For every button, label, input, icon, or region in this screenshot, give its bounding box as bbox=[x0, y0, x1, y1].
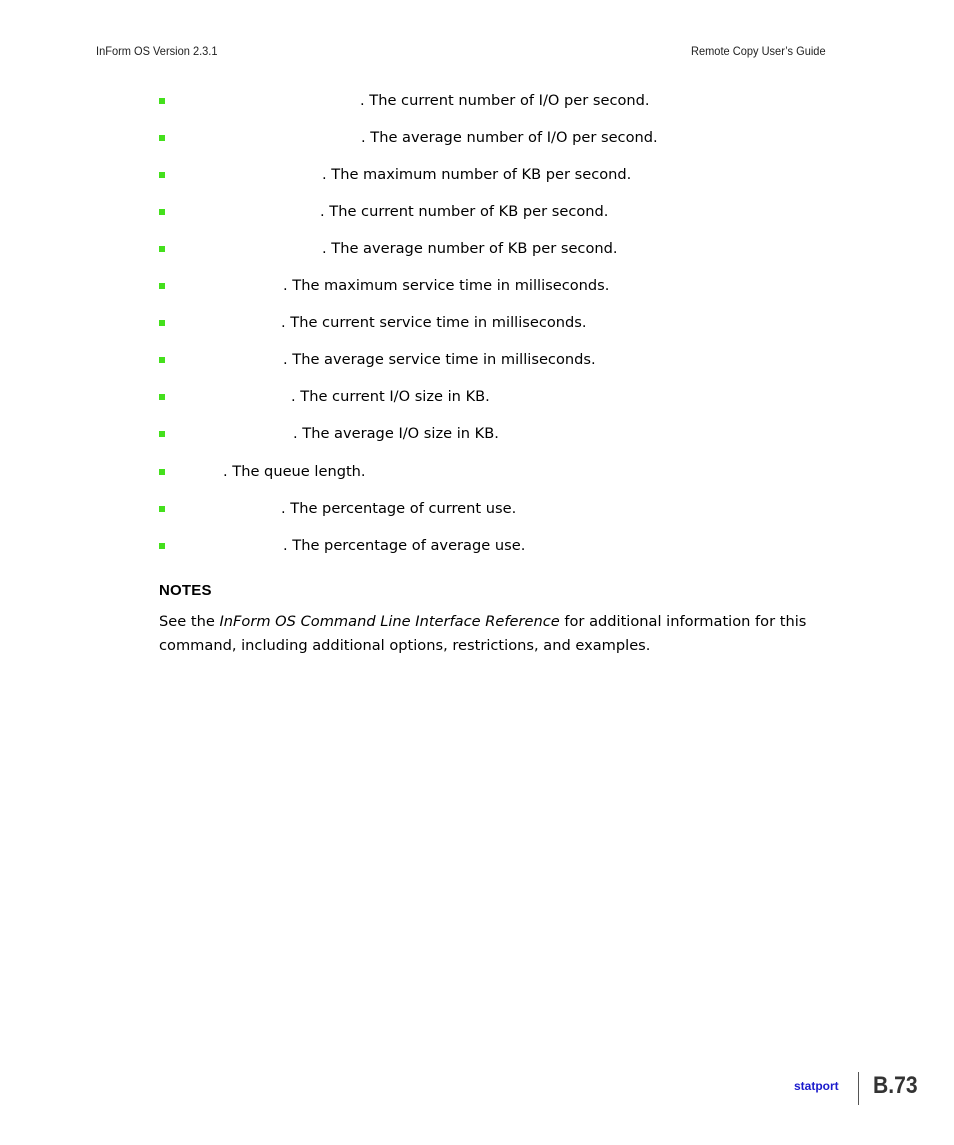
list-item-text: . The queue length. bbox=[223, 463, 366, 480]
list-item-text: . The average number of KB per second. bbox=[322, 240, 618, 257]
list-item-text: . The current I/O size in KB. bbox=[291, 388, 490, 405]
notes-paragraph bbox=[159, 610, 829, 658]
footer-section-label: statport bbox=[794, 1079, 839, 1093]
list-item-text: . The average number of I/O per second. bbox=[361, 129, 658, 146]
bullet-square-icon bbox=[159, 431, 165, 437]
footer-divider bbox=[858, 1072, 859, 1105]
reference-title: InForm OS Command Line Interface Reference bbox=[219, 613, 560, 630]
bullet-square-icon bbox=[159, 283, 165, 289]
list-item-text: . The percentage of average use. bbox=[283, 537, 526, 554]
bullet-square-icon bbox=[159, 506, 165, 512]
bullet-square-icon bbox=[159, 209, 165, 215]
list-item-text: . The current service time in milliseconds. bbox=[281, 314, 587, 331]
notes-text-lead: See the bbox=[159, 613, 220, 630]
list-item-text: . The current number of I/O per second. bbox=[360, 92, 650, 109]
header-doc-title: Remote Copy User’s Guide bbox=[691, 44, 826, 58]
bullet-square-icon bbox=[159, 246, 165, 252]
page-number: B.73 bbox=[873, 1072, 918, 1099]
bullet-square-icon bbox=[159, 543, 165, 549]
list-item-text: . The maximum service time in milliseconds. bbox=[283, 277, 610, 294]
bullet-square-icon bbox=[159, 469, 165, 475]
list-item-text: . The current number of KB per second. bbox=[320, 203, 609, 220]
bullet-square-icon bbox=[159, 98, 165, 104]
bullet-square-icon bbox=[159, 357, 165, 363]
list-item-text: . The average I/O size in KB. bbox=[293, 425, 499, 442]
bullet-square-icon bbox=[159, 172, 165, 178]
notes-heading: NOTES bbox=[159, 582, 212, 599]
list-item-text: . The percentage of current use. bbox=[281, 500, 517, 517]
bullet-square-icon bbox=[159, 394, 165, 400]
list-item-text: . The average service time in milliseconds. bbox=[283, 351, 596, 368]
bullet-square-icon bbox=[159, 320, 165, 326]
list-item-text: . The maximum number of KB per second. bbox=[322, 166, 632, 183]
notes-text-tail: for additional information for this command, including additional options, restrictions, and examples. bbox=[159, 613, 807, 654]
bullet-square-icon bbox=[159, 135, 165, 141]
header-doc-version: InForm OS Version 2.3.1 bbox=[96, 44, 218, 58]
